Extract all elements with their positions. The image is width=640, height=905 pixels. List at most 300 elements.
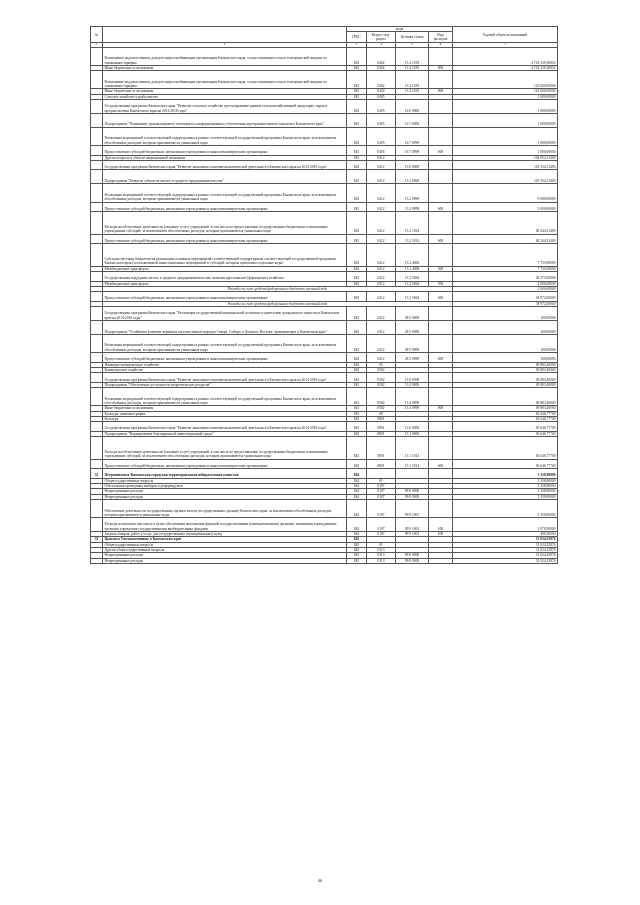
index-cell: 3 bbox=[347, 43, 367, 47]
item-name: Цыплята Уполномоченные в Камчатском крае bbox=[103, 537, 347, 542]
item-name: Непрограммные расходы bbox=[103, 494, 347, 499]
razdel-code: 0405 bbox=[367, 99, 396, 113]
grbs-code: 843 bbox=[347, 244, 367, 267]
razdel-code: 0801 bbox=[367, 437, 396, 460]
row-num-cell bbox=[91, 271, 103, 281]
target-article-code: 16 7 0999 bbox=[396, 145, 429, 155]
amount-value: 31 024,25876 bbox=[453, 547, 558, 552]
grbs-code: 845 bbox=[347, 558, 367, 563]
expense-type-code bbox=[429, 373, 453, 383]
grbs-code: 843 bbox=[347, 202, 367, 212]
row-num-cell bbox=[91, 113, 103, 127]
target-article-code: 99 0 0000 bbox=[396, 553, 429, 558]
item-name: Петропавловск-Камчатская городская территориальная избирательная комиссия bbox=[103, 469, 347, 479]
expense-type-code bbox=[429, 558, 453, 563]
expense-type-code bbox=[429, 469, 453, 479]
amount-value: 65 646,77700 bbox=[453, 422, 558, 432]
expense-type-code bbox=[429, 437, 453, 460]
grbs-code: 845 bbox=[347, 553, 367, 558]
grbs-code: 843 bbox=[347, 47, 367, 65]
target-article-code: 13 2 0999 bbox=[396, 184, 429, 202]
grbs-code: 844 bbox=[347, 478, 367, 483]
target-article-code: 13 2 0000 bbox=[396, 170, 429, 184]
razdel-code: 0412 bbox=[367, 307, 396, 321]
razdel-code: 0107 bbox=[367, 532, 396, 537]
target-article-code: 99 9 0000 bbox=[396, 494, 429, 499]
item-name: Межбюджетные трансферты bbox=[103, 281, 347, 286]
expense-type-code: 800 bbox=[429, 406, 453, 411]
table-row bbox=[91, 353, 558, 363]
row-num-cell bbox=[91, 388, 103, 406]
row-num-cell bbox=[91, 127, 103, 145]
grbs-code: 843 bbox=[347, 459, 367, 469]
amount-value: 65 646,77700 bbox=[453, 431, 558, 436]
item-name: Государственная поддержка малого и среднего предпринимательства, включая крестьянские (фермерские) хозяйства bbox=[103, 271, 347, 281]
razdel-code: 0412 bbox=[367, 155, 396, 160]
row-num-cell bbox=[91, 353, 103, 363]
table-row bbox=[91, 499, 558, 517]
grbs-code: 844 bbox=[347, 499, 367, 517]
expense-type-code bbox=[429, 388, 453, 406]
amount-value: 3 358,80000 bbox=[453, 494, 558, 499]
item-name: Реализация мероприятий соответствующей подпрограммы в рамках соответствующей государственной программы Камчатского края, за исключением обособленных расходов, которым присваиваются уникальные коды bbox=[103, 184, 347, 202]
grbs-code: 843 bbox=[347, 127, 367, 145]
target-article-code: 13 4 0999 bbox=[396, 406, 429, 411]
target-article-code: 13 0 0000 bbox=[396, 373, 429, 383]
budget-page bbox=[90, 26, 557, 564]
item-name: Государственная программа Камчатского края "Развитие экономики и внешнеэкономической деятельности Камчатского края на 2014-2018 годы" bbox=[103, 422, 347, 432]
row-num-cell bbox=[91, 99, 103, 113]
header-grbs: ГРБС bbox=[347, 32, 367, 43]
grbs-code: 843 bbox=[347, 184, 367, 202]
target-article-code: 28 0 0000 bbox=[396, 307, 429, 321]
header-num: № bbox=[91, 27, 103, 43]
razdel-code: 0801 bbox=[367, 422, 396, 432]
expense-type-code: 200 bbox=[429, 532, 453, 537]
table-row bbox=[91, 320, 558, 334]
table-row bbox=[91, 388, 558, 406]
table-row bbox=[91, 145, 558, 155]
amount-value: 480,30000 bbox=[453, 532, 558, 537]
expense-type-code: 500 bbox=[429, 266, 453, 271]
row-num-cell bbox=[91, 422, 103, 432]
grbs-code: 843 bbox=[347, 271, 367, 281]
item-name: Возмещение недополученных доходов энергоснабжающим организациям Камчатского края, осуществляющим отпуск электрической энергии по сниженным тарифам bbox=[103, 47, 347, 65]
header-name bbox=[103, 27, 347, 43]
amount-value: 65 646,77700 bbox=[453, 416, 558, 421]
target-article-code: 99 9 1001 bbox=[396, 499, 429, 517]
expense-type-code bbox=[429, 47, 453, 65]
razdel-code: 0405 bbox=[367, 127, 396, 145]
razdel-code: 0412 bbox=[367, 266, 396, 271]
item-name: Подпрограмма "Развитие субъектов малого и среднего предпринимательства" bbox=[103, 170, 347, 184]
row-num-cell bbox=[91, 518, 103, 532]
row-num-cell bbox=[91, 234, 103, 244]
razdel-code: 0107 bbox=[367, 499, 396, 517]
item-name: Предоставление субсидий бюджетным, автономным учреждениям и иным некоммерческим организациям bbox=[103, 292, 347, 302]
row-num-cell bbox=[91, 307, 103, 321]
item-name: Государственная программа Камчатского края "Развитие сельского хозяйства и регулирование рынков сельскохозяйственной продукции, сырья и продовольствия Камчатского края на 2014-2018 годы" bbox=[103, 99, 347, 113]
grbs-code: 844 bbox=[347, 532, 367, 537]
expense-type-code bbox=[429, 334, 453, 352]
header-vid: Вид расходов bbox=[429, 32, 453, 43]
amount-value: 9 000,00000 bbox=[453, 184, 558, 202]
item-name: Подпрограмма "Повышение уровня широкого потенциала и информационного обеспечения агропромышленного комплекса Камчатского края" bbox=[103, 113, 347, 127]
razdel-code: 0402 bbox=[367, 47, 396, 65]
table-row bbox=[91, 113, 558, 127]
target-article-code: 13 2 5064 bbox=[396, 292, 429, 302]
header-sum: Годовой объем ассигнований bbox=[453, 27, 558, 43]
razdel-code: 0412 bbox=[367, 292, 396, 302]
expense-type-code bbox=[429, 422, 453, 432]
razdel-code: 0107 bbox=[367, 494, 396, 499]
row-num-cell bbox=[91, 145, 103, 155]
amount-value: 36 573,00000 bbox=[453, 271, 558, 281]
expense-type-code: 600 bbox=[429, 459, 453, 469]
amount-value: 100,00000 bbox=[453, 353, 558, 363]
razdel-code: 0107 bbox=[367, 484, 396, 489]
grbs-code: 843 bbox=[347, 94, 367, 99]
amount-value: 7 735,00000 bbox=[453, 244, 558, 267]
target-article-code: 13 4 0999 bbox=[396, 388, 429, 406]
item-name: Государственная программа Камчатского края "Развитие экономики и внешнеэкономической деятельности Камчатского края на 2014-2018 годы" bbox=[103, 160, 347, 170]
grbs-code: 843 bbox=[347, 234, 367, 244]
grbs-code: 843 bbox=[347, 367, 367, 372]
expense-type-code bbox=[429, 113, 453, 127]
razdel-code: 0113 bbox=[367, 547, 396, 552]
amount-value: 1 000,00000 bbox=[453, 127, 558, 145]
item-name: Предоставление субсидий бюджетным, автономным учреждениям и иным некоммерческим организациям bbox=[103, 145, 347, 155]
header-razdel: Раздел, под- раздел bbox=[367, 32, 396, 43]
index-cell: 7 bbox=[453, 43, 558, 47]
item-name: Возмещение недополученных доходов энергоснабжающим организациям Камчатского края, осуществляющим отпуск электрической энергии по сниженным тарифам bbox=[103, 71, 347, 89]
expense-type-code: 500 bbox=[429, 281, 453, 286]
grbs-code: 843 bbox=[347, 292, 367, 302]
amount-value: 49 883,40000 bbox=[453, 373, 558, 383]
item-name: Межбюджетные трансферты bbox=[103, 266, 347, 271]
table-header bbox=[91, 27, 558, 48]
razdel-code: 05 bbox=[367, 362, 396, 367]
target-article-code: 13 2 1014 bbox=[396, 212, 429, 235]
razdel-code: 0412 bbox=[367, 281, 396, 286]
note-text: Расходы за счет средств федерального бюджета местный кодл bbox=[103, 301, 453, 306]
grbs-code: 844 bbox=[347, 484, 367, 489]
amount-value: 4 743 339,30852 bbox=[453, 47, 558, 65]
amount-value: 65 646,77700 bbox=[453, 411, 558, 416]
razdel-code: 0412 bbox=[367, 170, 396, 184]
target-article-code: 99 0 0000 bbox=[396, 489, 429, 494]
target-article-code bbox=[396, 469, 429, 479]
grbs-code: 843 bbox=[347, 266, 367, 271]
razdel-code: 0412 bbox=[367, 334, 396, 352]
target-article-code: 13 2 5064 bbox=[396, 281, 429, 286]
target-article-code: 13 4 1019 bbox=[396, 47, 429, 65]
target-article-code: 13 4 1019 bbox=[396, 89, 429, 94]
target-article-code: 13 2 4006 bbox=[396, 266, 429, 271]
razdel-code: 0113 bbox=[367, 553, 396, 558]
grbs-code: 843 bbox=[347, 281, 367, 286]
item-name: Государственная программа Камчатского края "Реализация государственной национальной политики и укрепление гражданского единства в Камчатском крае на 2014-2018 годы" bbox=[103, 307, 347, 321]
item-name: Закупка товаров, работ и услуг для государственных (муниципальных) нужд bbox=[103, 532, 347, 537]
grbs-code: 843 bbox=[347, 437, 367, 460]
target-article-code: 28 5 0000 bbox=[396, 320, 429, 334]
razdel-code: 0402 bbox=[367, 71, 396, 89]
item-name: Иные бюджетные ассигнования bbox=[103, 406, 347, 411]
razdel-code: 0412 bbox=[367, 234, 396, 244]
expense-type-code bbox=[429, 499, 453, 517]
grbs-code: 843 bbox=[347, 388, 367, 406]
table-row bbox=[91, 459, 558, 469]
razdel-code: 0502 bbox=[367, 388, 396, 406]
table-row bbox=[91, 558, 558, 563]
item-name: Сельское хозяйство и рыболовство bbox=[103, 94, 347, 99]
item-name: Жилищно-коммунальное хозяйство bbox=[103, 362, 347, 367]
row-num-cell bbox=[91, 244, 103, 267]
table-body bbox=[91, 47, 558, 563]
razdel-code: 0107 bbox=[367, 518, 396, 532]
amount-value: 65 646,77700 bbox=[453, 459, 558, 469]
expense-type-code: 600 bbox=[429, 145, 453, 155]
grbs-code: 843 bbox=[347, 160, 367, 170]
grbs-code: 843 bbox=[347, 212, 367, 235]
table-row bbox=[91, 127, 558, 145]
amount-value: 125 000,00000 bbox=[453, 89, 558, 94]
razdel-code: 0412 bbox=[367, 184, 396, 202]
razdel-code: 0405 bbox=[367, 94, 396, 99]
razdel-code: 0801 bbox=[367, 459, 396, 469]
row-num-cell bbox=[91, 71, 103, 89]
note-amount: 2 000,00000 bbox=[453, 286, 558, 291]
item-name: Подпрограмма "Обеспечение доступности энергетических ресурсов" bbox=[103, 382, 347, 387]
item-name: Общегосударственные вопросы bbox=[103, 478, 347, 483]
row-num-cell bbox=[91, 212, 103, 235]
item-name: Расходы на обеспечение деятельности (оказание услуг) учреждений, в том числе на предоставление государственным бюджетным и автономным учреждениям субсидий, за исключением обособленных расходов, которым присваиваются уникальные коды bbox=[103, 212, 347, 235]
grbs-code: 845 bbox=[347, 537, 367, 542]
amount-value: 49 883,40000 bbox=[453, 406, 558, 411]
item-name: Непрограммные расходы bbox=[103, 558, 347, 563]
expense-type-code: 600 bbox=[429, 202, 453, 212]
target-article-code: 13 2 5064 bbox=[396, 271, 429, 281]
target-article-code: 13 2 4006 bbox=[396, 244, 429, 267]
razdel-code: 0402 bbox=[367, 65, 396, 70]
target-article-code: 13 1 0000 bbox=[396, 431, 429, 436]
row-num-cell bbox=[91, 160, 103, 170]
amount-value: 34 972,00000 bbox=[453, 292, 558, 302]
amount-value: 4 743 339,30852 bbox=[453, 65, 558, 70]
grbs-code: 844 bbox=[347, 469, 367, 479]
index-cell: 1 bbox=[91, 43, 103, 47]
grbs-code: 845 bbox=[347, 547, 367, 552]
razdel-code: 0412 bbox=[367, 353, 396, 363]
razdel-code: 0801 bbox=[367, 416, 396, 421]
item-name: Расходы на выплаты персоналу в целях обеспечения выполнения функций государственными (муниципальными) органами, казенными учреждениями, органами управления государственными внебюджетными фондами bbox=[103, 518, 347, 532]
expense-type-code: 600 bbox=[429, 292, 453, 302]
razdel-code: 0412 bbox=[367, 160, 396, 170]
target-article-code: 99 9 0000 bbox=[396, 558, 429, 563]
amount-value: 101 552,51400 bbox=[453, 160, 558, 170]
amount-value: 49 883,40000 bbox=[453, 362, 558, 367]
amount-value: 3 358,80000 bbox=[453, 484, 558, 489]
index-cell: 4 bbox=[367, 43, 396, 47]
target-article-code: 13 0 0000 bbox=[396, 160, 429, 170]
item-name: Другие вопросы в области национальной экономики bbox=[103, 155, 347, 160]
grbs-code: 843 bbox=[347, 353, 367, 363]
amount-value: 48 244,51400 bbox=[453, 212, 558, 235]
item-name: Реализация мероприятий соответствующей подпрограммы в рамках соответствующей государственной программы Камчатского края, за исключением обособленных расходов, которым присваиваются уникальные коды bbox=[103, 334, 347, 352]
row-num-cell bbox=[91, 47, 103, 65]
razdel-code: 0412 bbox=[367, 320, 396, 334]
amount-value: 100,00000 bbox=[453, 307, 558, 321]
item-name: Предоставление субсидий бюджетным, автономным учреждениям и иным некоммерческим организациям bbox=[103, 459, 347, 469]
table-row bbox=[91, 202, 558, 212]
budget-table bbox=[90, 26, 558, 564]
razdel-code: 0502 bbox=[367, 406, 396, 411]
expense-type-code bbox=[429, 307, 453, 321]
row-num-cell bbox=[91, 459, 103, 469]
item-name: Обеспечение проведения выборов и референдумов bbox=[103, 484, 347, 489]
row-num-cell bbox=[91, 373, 103, 383]
item-name: Культура bbox=[103, 416, 347, 421]
row-num-cell bbox=[91, 292, 103, 302]
razdel-code bbox=[367, 469, 396, 479]
amount-value: 49 883,40000 bbox=[453, 382, 558, 387]
row-num-cell bbox=[91, 170, 103, 184]
amount-value: 31 024,25876 bbox=[453, 553, 558, 558]
expense-type-code bbox=[429, 160, 453, 170]
item-name: Непрограммные расходы bbox=[103, 553, 347, 558]
item-name: Коммунальное хозяйство bbox=[103, 367, 347, 372]
item-name: Реализация мероприятий соответствующей подпрограммы в рамках соответствующей государственной программы Камчатского края, за исключением обособленных расходов, которым присваиваются уникальные коды bbox=[103, 388, 347, 406]
item-name: Государственная программа Камчатского края "Развитие экономики и внешнеэкономической деятельности Камчатского края на 2014-2018 годы" bbox=[103, 373, 347, 383]
amount-value: 7 735,00000 bbox=[453, 266, 558, 271]
target-article-code: 28 5 0999 bbox=[396, 353, 429, 363]
amount-value: 1 000,00000 bbox=[453, 113, 558, 127]
grbs-code: 843 bbox=[347, 89, 367, 94]
grbs-code: 843 bbox=[347, 431, 367, 436]
expense-type-code: 600 bbox=[429, 234, 453, 244]
grbs-code: 843 bbox=[347, 320, 367, 334]
razdel-code: 0412 bbox=[367, 202, 396, 212]
item-name: Предоставление субсидий бюджетным, автономным учреждениям и иным некоммерческим организациям bbox=[103, 234, 347, 244]
item-name: Другие общегосударственные вопросы bbox=[103, 547, 347, 552]
expense-type-code bbox=[429, 184, 453, 202]
expense-type-code bbox=[429, 71, 453, 89]
table-row bbox=[91, 160, 558, 170]
index-cell: 2 bbox=[103, 43, 347, 47]
table-row bbox=[91, 244, 558, 267]
amount-value: 48 244,51400 bbox=[453, 234, 558, 244]
amount-value: 3 358,80000 bbox=[453, 478, 558, 483]
amount-value: 31 024,25876 bbox=[453, 537, 558, 542]
table-row bbox=[91, 334, 558, 352]
row-num-cell: 33 bbox=[91, 537, 103, 542]
row-num-cell bbox=[91, 437, 103, 460]
grbs-code: 843 bbox=[347, 145, 367, 155]
header-codes: коды bbox=[347, 27, 453, 32]
grbs-code: 843 bbox=[347, 334, 367, 352]
expense-type-code bbox=[429, 320, 453, 334]
razdel-code: 0412 bbox=[367, 244, 396, 267]
grbs-code: 843 bbox=[347, 307, 367, 321]
target-article-code: 13 2 0999 bbox=[396, 202, 429, 212]
table-row bbox=[91, 307, 558, 321]
amount-value: 125 000,00000 bbox=[453, 71, 558, 89]
expense-type-code bbox=[429, 212, 453, 235]
razdel-code: 01 bbox=[367, 542, 396, 547]
grbs-code: 844 bbox=[347, 494, 367, 499]
expense-type-code bbox=[429, 99, 453, 113]
razdel-code: 0502 bbox=[367, 367, 396, 372]
razdel-code: 0801 bbox=[367, 431, 396, 436]
grbs-code: 843 bbox=[347, 373, 367, 383]
razdel-code: 0402 bbox=[367, 89, 396, 94]
razdel-code: 0405 bbox=[367, 145, 396, 155]
amount-value: 31 024,25876 bbox=[453, 558, 558, 563]
razdel-code: 0405 bbox=[367, 113, 396, 127]
row-num-cell bbox=[91, 334, 103, 352]
amount-value: 101 552,51400 bbox=[453, 170, 558, 184]
item-name: Подпрограмма "Формирование благоприятной инвестиционной среды" bbox=[103, 431, 347, 436]
row-num-cell bbox=[91, 558, 103, 563]
row-num-cell bbox=[91, 320, 103, 334]
table-row bbox=[91, 234, 558, 244]
amount-value: 1 000,00000 bbox=[453, 99, 558, 113]
grbs-code: 845 bbox=[347, 542, 367, 547]
index-cell: 6 bbox=[429, 43, 453, 47]
razdel-code: 08 bbox=[367, 411, 396, 416]
amount-value: 3 358,80000 bbox=[453, 469, 558, 479]
target-article-code: 13 4 0000 bbox=[396, 382, 429, 387]
amount-value: 102 052,51400 bbox=[453, 155, 558, 160]
row-num-cell bbox=[91, 202, 103, 212]
table-row bbox=[91, 271, 558, 281]
grbs-code: 843 bbox=[347, 99, 367, 113]
target-article-code: 13 0 0000 bbox=[396, 422, 429, 432]
row-num-cell: 32 bbox=[91, 469, 103, 479]
amount-value: 3 358,80000 bbox=[453, 489, 558, 494]
grbs-code: 843 bbox=[347, 155, 367, 160]
table-row bbox=[91, 184, 558, 202]
grbs-code: 843 bbox=[347, 170, 367, 184]
razdel-code: 01 bbox=[367, 478, 396, 483]
table-row bbox=[91, 373, 558, 383]
table-row bbox=[91, 71, 558, 89]
target-article-code: 13 4 1019 bbox=[396, 71, 429, 89]
target-article-code: 99 9 1001 bbox=[396, 532, 429, 537]
table-row bbox=[91, 212, 558, 235]
item-name: Расходы на обеспечение деятельности (оказание услуг) учреждений, в том числе на предоставление государственным бюджетным и автономным учреждениям субсидий, за исключением обособленных расходов, которым присваиваются уникальные коды bbox=[103, 437, 347, 460]
razdel-code: 0107 bbox=[367, 489, 396, 494]
target-article-code: 28 5 0999 bbox=[396, 334, 429, 352]
item-name: Непрограммные расходы bbox=[103, 489, 347, 494]
razdel-code: 0412 bbox=[367, 271, 396, 281]
target-article-code: 13 1 1014 bbox=[396, 459, 429, 469]
razdel-code: 0113 bbox=[367, 558, 396, 563]
target-article-code: 13 1 1014 bbox=[396, 437, 429, 460]
target-article-code: 16 7 0000 bbox=[396, 113, 429, 127]
razdel-code: 0502 bbox=[367, 373, 396, 383]
row-num-cell bbox=[91, 499, 103, 517]
note-text: Расходы за счет средств федерального бюджета местный кодл bbox=[103, 286, 453, 291]
target-article-code: 99 9 1001 bbox=[396, 518, 429, 532]
grbs-code: 843 bbox=[347, 411, 367, 416]
note-amount: 34 972,00000 bbox=[453, 301, 558, 306]
expense-type-code bbox=[429, 170, 453, 184]
amount-value: 1 000,00000 bbox=[453, 145, 558, 155]
expense-type-code: 800 bbox=[429, 89, 453, 94]
row-num-cell bbox=[91, 184, 103, 202]
amount-value: 9 000,00000 bbox=[453, 202, 558, 212]
